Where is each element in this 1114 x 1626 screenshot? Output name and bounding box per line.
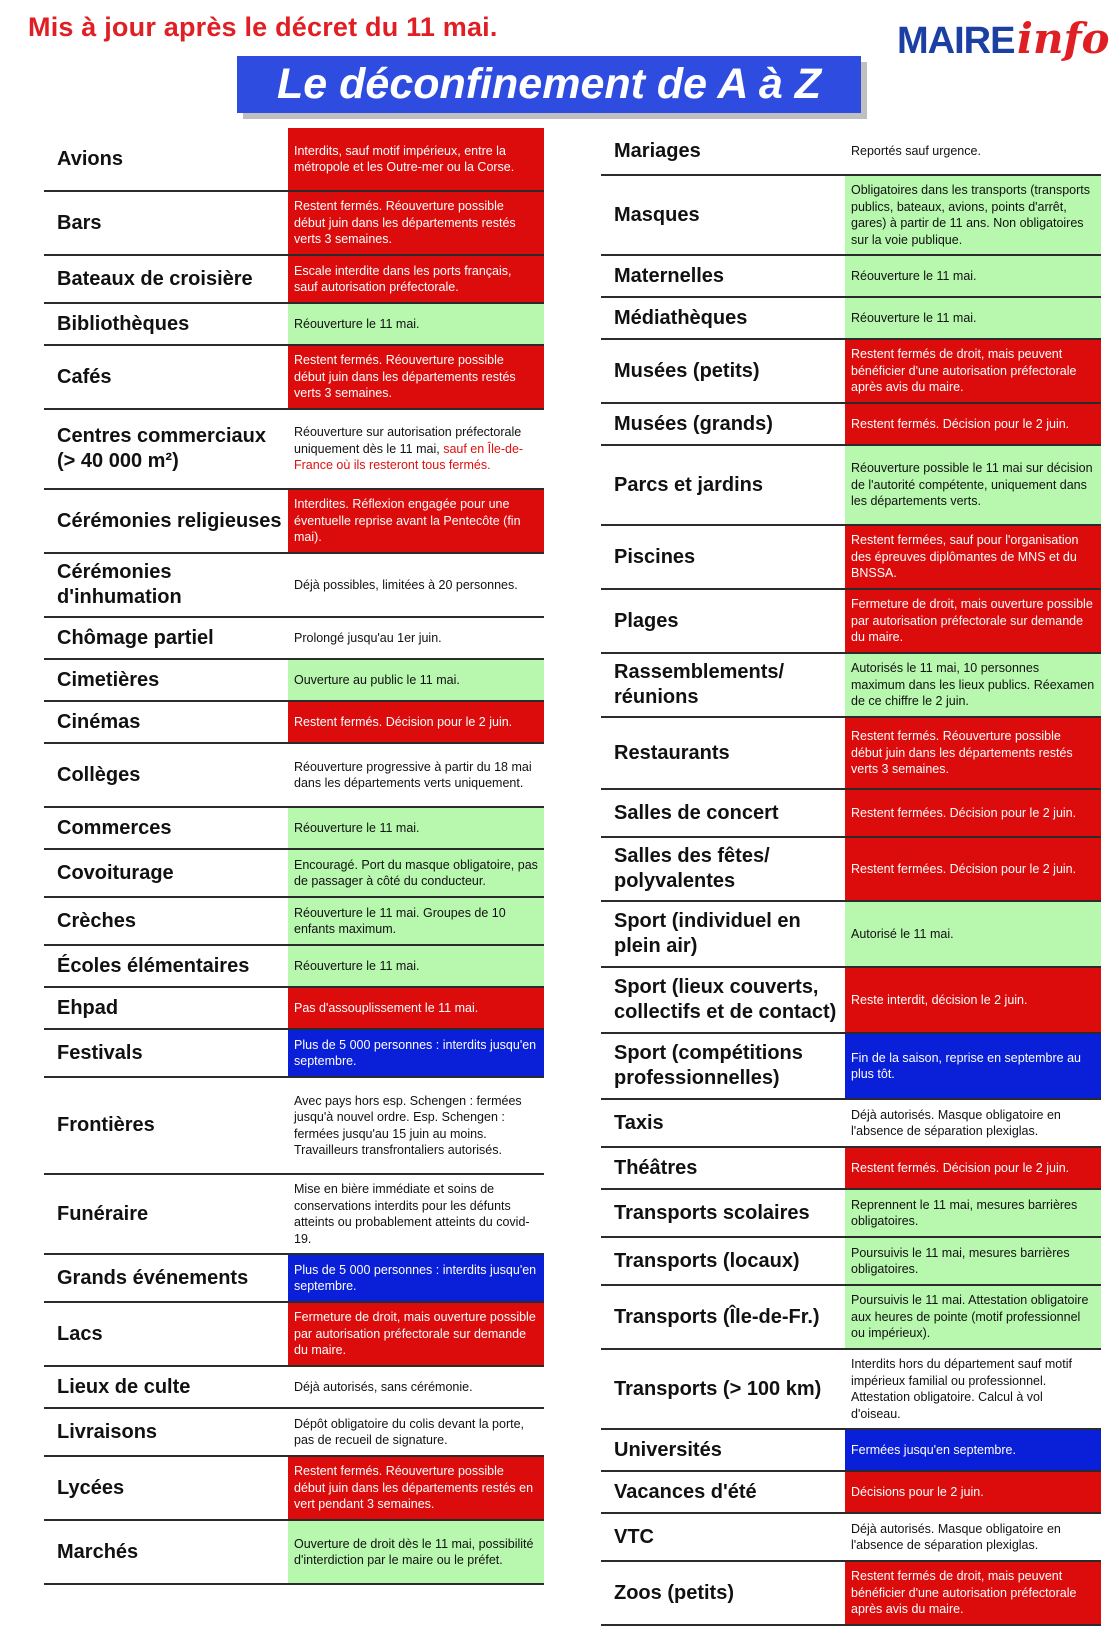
row-label: Zoos (petits) [614, 1581, 734, 1604]
status-cell-blue [288, 1255, 544, 1301]
row-bateaux-de-croisiere [44, 256, 544, 304]
row-transports-scolaires [601, 1190, 1101, 1238]
row-label: Collèges [57, 763, 141, 786]
status-text [294, 316, 420, 333]
status-cell-green [845, 298, 1101, 338]
status-text [851, 861, 1076, 878]
status-cell-green [288, 660, 544, 700]
row-mediatheques [601, 298, 1101, 340]
status-text-main: Plus de 5 000 personnes : interdits jusqu'en septembre. [294, 1037, 537, 1068]
row-label: Maternelles [614, 264, 725, 287]
status-text-main: Avec pays hors esp. Schengen : fermées jusqu'à nouvel ordre. Esp. Schengen : fermées jusqu'au 15 juin au moins. Travailleurs transfrontaliers autorisés. [294, 1093, 522, 1157]
right-column [601, 128, 1101, 1626]
status-cell-red [288, 1303, 544, 1365]
status-text [851, 1442, 1016, 1459]
status-text-main: Poursuivis le 11 mai. Attestation obligatoire aux heures de pointe (motif professionnel ou impérieux). [851, 1293, 1089, 1341]
status-text [851, 1197, 1095, 1230]
status-cell-white [288, 1409, 544, 1455]
status-text-main: Réouverture le 11 mai. [294, 958, 420, 973]
row-label: Théâtres [614, 1156, 698, 1179]
status-cell-green [288, 808, 544, 848]
status-text-highlight: sauf en Île-de-France où ils resteront tous fermés. [294, 441, 524, 473]
status-text-main: Escale interdite dans les ports français, sauf autorisation préfectorale. [294, 263, 512, 294]
status-text [851, 143, 981, 160]
status-text-main: Fermeture de droit, mais ouverture possible par autorisation préfectorale sur demande du maire. [851, 597, 1093, 645]
status-text-main: Déjà autorisés. Masque obligatoire en l'absence de séparation plexiglas. [851, 1521, 1061, 1552]
row-maternelles [601, 256, 1101, 298]
row-label: Marchés [57, 1540, 139, 1563]
status-text-main: Restent fermés. Décision pour le 2 juin. [851, 1160, 1070, 1175]
status-text [294, 1093, 538, 1159]
status-cell-white [288, 410, 544, 488]
status-cell-green [845, 1238, 1101, 1284]
logo-accent-text: info [1017, 14, 1110, 63]
row-label: Médiathèques [614, 306, 748, 329]
row-sport-competitions-professionnelles [601, 1034, 1101, 1100]
row-restaurants [601, 718, 1101, 790]
status-cell-white [288, 744, 544, 806]
status-text-main: Réouverture le 11 mai. [851, 310, 977, 325]
row-transports-100-km [601, 1350, 1101, 1430]
row-label: Cérémonies d'inhumation [57, 561, 182, 608]
row-label: Cinémas [57, 710, 141, 733]
status-text [294, 857, 538, 890]
status-cell-red [288, 702, 544, 742]
status-text [294, 630, 442, 647]
status-text-main: Interdites. Réflexion engagée pour une éventuelle reprise avant la Pentecôte (fin mai). [294, 497, 521, 545]
status-cell-red [288, 346, 544, 408]
row-bibliotheques [44, 304, 544, 346]
status-text [851, 1484, 984, 1501]
row-piscines [601, 526, 1101, 590]
status-cell-white [288, 618, 544, 658]
row-sport-lieux-couverts-collectifs-et-de-contact [601, 968, 1101, 1034]
status-cell-white [288, 554, 544, 616]
row-musees-grands [601, 404, 1101, 446]
status-text [294, 1181, 538, 1247]
status-text [851, 460, 1095, 510]
status-text-main: Déjà autorisés. Masque obligatoire en l'absence de séparation plexiglas. [851, 1107, 1061, 1138]
row-label: Cafés [57, 365, 112, 388]
status-text [294, 263, 538, 296]
row-transports-locaux [601, 1238, 1101, 1286]
row-label: Bateaux de croisière [57, 267, 253, 290]
status-text [294, 1000, 478, 1017]
status-cell-white [845, 1100, 1101, 1146]
row-label: Sport (compétitions professionnelles) [614, 1042, 803, 1089]
status-text-main: Restent fermées. Décision pour le 2 juin. [851, 861, 1077, 876]
status-text [851, 310, 977, 327]
row-livraisons [44, 1409, 544, 1457]
status-text [851, 1245, 1095, 1278]
row-ecoles-elementaires [44, 946, 544, 988]
status-text-main: Restent fermées, sauf pour l'organisation des épreuves diplômantes de MNS et du BNSSA. [851, 533, 1079, 581]
status-text-main: Plus de 5 000 personnes : interdits jusqu'en septembre. [294, 1262, 537, 1293]
row-theatres [601, 1148, 1101, 1190]
status-text [294, 820, 420, 837]
status-text [851, 1107, 1095, 1140]
row-label: Universités [614, 1438, 722, 1461]
status-text-main: Mise en bière immédiate et soins de conservations interdits pour les défunts atteints ou probablement atteints du covid-19. [294, 1182, 530, 1246]
row-label: Bibliothèques [57, 312, 190, 335]
row-label: Sport (lieux couverts, collectifs et de contact) [614, 976, 837, 1023]
status-cell-green [845, 256, 1101, 296]
status-text-main: Interdits hors du département sauf motif impérieux familial ou professionnel. Attestation obligatoire. Calcul à vol d'oiseau. [851, 1357, 1072, 1421]
row-label: Masques [614, 203, 700, 226]
row-lycees [44, 1457, 544, 1521]
status-cell-green [845, 176, 1101, 254]
status-text [851, 1356, 1095, 1422]
row-funeraire [44, 1175, 544, 1255]
row-label: Transports (Île-de-Fr.) [614, 1305, 820, 1328]
row-label: Taxis [614, 1111, 664, 1134]
row-label: Écoles élémentaires [57, 954, 250, 977]
row-label: Covoiturage [57, 861, 174, 884]
status-text [294, 759, 538, 792]
status-text [294, 198, 538, 248]
status-cell-red [288, 256, 544, 302]
status-text-main: Fin de la saison, reprise en septembre au plus tôt. [851, 1050, 1081, 1081]
status-cell-white [288, 1367, 544, 1407]
status-text-main: Interdits, sauf motif impérieux, entre la métropole et les Outre-mer ou la Corse. [294, 143, 515, 174]
row-label: Grands événements [57, 1266, 249, 1289]
row-label: Transports (locaux) [614, 1249, 800, 1272]
row-rassemblements-reunions [601, 654, 1101, 718]
status-text-main: Réouverture sur autorisation préfectorale uniquement dès le 11 mai, [294, 425, 522, 456]
row-label: Salles de concert [614, 801, 779, 824]
status-cell-red [288, 490, 544, 552]
row-label: Salles des fêtes/ polyvalentes [614, 845, 770, 892]
row-lacs [44, 1303, 544, 1367]
row-bars [44, 192, 544, 256]
status-text-main: Réouverture possible le 11 mai sur décision de l'autorité compétente, uniquement dans les départements verts. [851, 461, 1093, 509]
status-text-main: Restent fermés. Réouverture possible début juin dans les départements restés verts 3 semaines. [851, 729, 1073, 777]
row-cafes [44, 346, 544, 410]
status-cell-red [845, 1472, 1101, 1512]
status-text-main: Déjà autorisés, sans cérémonie. [294, 1379, 473, 1394]
row-label: Funéraire [57, 1202, 149, 1225]
status-cell-red [845, 968, 1101, 1032]
status-cell-red [845, 790, 1101, 836]
status-text [851, 416, 1069, 433]
status-text [294, 905, 538, 938]
row-label: Centres commerciaux (> 40 000 m²) [57, 425, 266, 472]
row-vacances-d-ete [601, 1472, 1101, 1514]
row-label: Rassemblements/ réunions [614, 661, 785, 708]
status-text [294, 352, 538, 402]
status-cell-red [845, 1148, 1101, 1188]
status-text-main: Reprennent le 11 mai, mesures barrières obligatoires. [851, 1197, 1078, 1228]
status-cell-blue [845, 1034, 1101, 1098]
row-label: Plages [614, 609, 679, 632]
status-text [851, 660, 1095, 710]
row-chomage-partiel [44, 618, 544, 660]
row-ceremonies-d-inhumation [44, 554, 544, 618]
row-parcs-et-jardins [601, 446, 1101, 526]
status-text-main: Restent fermés. Décision pour le 2 juin. [294, 714, 513, 729]
row-label: Transports scolaires [614, 1201, 810, 1224]
status-text [294, 714, 512, 731]
status-text [294, 958, 420, 975]
status-text-main: Reportés sauf urgence. [851, 143, 981, 158]
status-text [851, 728, 1095, 778]
row-colleges [44, 744, 544, 808]
status-cell-white [288, 1175, 544, 1253]
row-sport-individuel-en-plein-air [601, 902, 1101, 968]
status-text [294, 672, 460, 689]
row-label: VTC [614, 1525, 654, 1548]
status-text [851, 532, 1095, 582]
row-label: Transports (> 100 km) [614, 1377, 822, 1400]
row-marches [44, 1521, 544, 1585]
status-cell-green [288, 850, 544, 896]
left-column [44, 128, 544, 1585]
row-commerces [44, 808, 544, 850]
status-cell-white [288, 1078, 544, 1173]
row-label: Chômage partiel [57, 626, 214, 649]
status-text-main: Fermeture de droit, mais ouverture possible par autorisation préfectorale sur demande du maire. [294, 1310, 536, 1358]
status-text-main: Obligatoires dans les transports (transports publics, bateaux, avions, points d'arrêt, gares) à partir de 11 ans. Non obligatoires sur la voie publique. [851, 183, 1090, 247]
row-taxis [601, 1100, 1101, 1148]
status-cell-blue [845, 1430, 1101, 1470]
status-text [294, 1536, 538, 1569]
row-ceremonies-religieuses [44, 490, 544, 554]
status-cell-green [288, 1521, 544, 1583]
status-cell-white [845, 1514, 1101, 1560]
row-label: Lycées [57, 1476, 125, 1499]
status-text [851, 182, 1095, 248]
row-label: Restaurants [614, 741, 730, 764]
status-text [851, 926, 954, 943]
status-text-main: Réouverture le 11 mai. Groupes de 10 enfants maximum. [294, 905, 506, 936]
row-universites [601, 1430, 1101, 1472]
status-text-main: Fermées jusqu'en septembre. [851, 1442, 1016, 1457]
row-label: Livraisons [57, 1420, 158, 1443]
status-cell-green [288, 946, 544, 986]
status-text [294, 1037, 538, 1070]
row-creches [44, 898, 544, 946]
row-label: Vacances d'été [614, 1480, 757, 1503]
title-banner [237, 56, 861, 113]
status-text [851, 346, 1095, 396]
status-text-main: Décisions pour le 2 juin. [851, 1484, 984, 1499]
status-text-main: Poursuivis le 11 mai, mesures barrières obligatoires. [851, 1245, 1070, 1276]
row-label: Piscines [614, 545, 696, 568]
row-cimetieres [44, 660, 544, 702]
row-mariages [601, 128, 1101, 176]
row-salles-des-fetes-polyvalentes [601, 838, 1101, 902]
status-text [294, 1262, 538, 1295]
status-text-main: Ouverture de droit dès le 11 mai, possibilité d'interdiction par le maire ou le préfet. [294, 1536, 534, 1567]
status-text-main: Réouverture le 11 mai. [294, 316, 420, 331]
status-cell-red [845, 404, 1101, 444]
row-label: Mariages [614, 139, 701, 162]
row-centres-commerciaux-40-000-m [44, 410, 544, 490]
status-text-main: Restent fermés de droit, mais peuvent bénéficier d'une autorisation préfectorale après avis du maire. [851, 347, 1077, 395]
status-text [294, 1309, 538, 1359]
row-masques [601, 176, 1101, 256]
status-cell-red [845, 718, 1101, 788]
row-label: Festivals [57, 1041, 143, 1064]
row-label: Lieux de culte [57, 1375, 191, 1398]
row-musees-petits [601, 340, 1101, 404]
row-cinemas [44, 702, 544, 744]
status-text-main: Pas d'assouplissement le 11 mai. [294, 1000, 479, 1015]
status-cell-white [845, 128, 1101, 174]
page-title: Le déconfinement de A à Z [277, 60, 821, 108]
status-cell-blue [288, 1030, 544, 1076]
status-text [294, 1416, 538, 1449]
status-cell-green [288, 898, 544, 944]
status-text [851, 1521, 1095, 1554]
row-label: Parcs et jardins [614, 473, 763, 496]
row-label: Musées (petits) [614, 359, 760, 382]
row-plages [601, 590, 1101, 654]
status-text-main: Restent fermés de droit, mais peuvent bénéficier d'une autorisation préfectorale après avis du maire. [851, 1569, 1077, 1617]
status-cell-green [845, 654, 1101, 716]
status-text [851, 596, 1095, 646]
row-covoiturage [44, 850, 544, 898]
status-cell-white [845, 1350, 1101, 1428]
logo-main-text: MAIRE [897, 20, 1015, 62]
status-text [294, 1463, 538, 1513]
status-cell-green [845, 902, 1101, 966]
status-text-main: Réouverture le 11 mai. [294, 820, 420, 835]
status-text [851, 805, 1076, 822]
status-cell-red [288, 128, 544, 190]
row-label: Frontières [57, 1114, 155, 1136]
status-text-main: Encouragé. Port du masque obligatoire, pas de passager à côté du conducteur. [294, 857, 538, 888]
status-text [294, 1379, 473, 1396]
row-label: Commerces [57, 816, 172, 839]
row-festivals [44, 1030, 544, 1078]
status-text [851, 992, 1027, 1009]
row-label: Bars [57, 211, 102, 234]
status-cell-red [845, 1562, 1101, 1624]
status-text [294, 496, 538, 546]
maireinfo-logo [897, 14, 1110, 74]
status-cell-green [288, 304, 544, 344]
row-salles-de-concert [601, 790, 1101, 838]
row-frontieres [44, 1078, 544, 1175]
status-text-main: Réouverture le 11 mai. [851, 268, 977, 283]
status-cell-red [845, 340, 1101, 402]
status-cell-red [845, 590, 1101, 652]
status-cell-green [845, 446, 1101, 524]
status-text [851, 1568, 1095, 1618]
status-text [851, 1050, 1095, 1083]
status-text [851, 1160, 1069, 1177]
status-text-main: Ouverture au public le 11 mai. [294, 672, 460, 687]
status-cell-red [288, 1457, 544, 1519]
row-label: Lacs [57, 1322, 103, 1345]
status-text-main: Reste interdit, décision le 2 juin. [851, 992, 1028, 1007]
row-label: Cérémonies religieuses [57, 509, 282, 532]
status-cell-red [845, 838, 1101, 900]
status-cell-red [288, 192, 544, 254]
status-cell-red [845, 526, 1101, 588]
status-text-main: Dépôt obligatoire du colis devant la porte, pas de recueil de signature. [294, 1416, 525, 1447]
row-vtc [601, 1514, 1101, 1562]
update-notice: Mis à jour après le décret du 11 mai. [28, 12, 498, 42]
row-label: Ehpad [57, 996, 119, 1019]
status-text [294, 143, 538, 176]
status-text [294, 577, 518, 594]
status-text-main: Restent fermées. Décision pour le 2 juin. [851, 805, 1077, 820]
status-text [851, 1292, 1095, 1342]
status-text [294, 424, 538, 474]
status-text-main: Déjà possibles, limitées à 20 personnes. [294, 577, 518, 592]
status-text-main: Réouverture progressive à partir du 18 mai dans les départements verts uniquement. [294, 759, 532, 790]
status-cell-red [288, 988, 544, 1028]
status-text-main: Restent fermés. Décision pour le 2 juin. [851, 416, 1070, 431]
row-lieux-de-culte [44, 1367, 544, 1409]
status-text-main: Restent fermés. Réouverture possible début juin dans les départements restés verts 3 semaines. [294, 199, 516, 247]
row-zoos-petits [601, 1562, 1101, 1626]
status-text-main: Restent fermés. Réouverture possible début juin dans les départements restés verts 3 semaines. [294, 353, 516, 401]
status-cell-green [845, 1190, 1101, 1236]
status-cell-green [845, 1286, 1101, 1348]
row-label: Avions [57, 147, 123, 170]
status-text-main: Restent fermés. Réouverture possible début juin dans les départements restés en vert pendant 3 semaines. [294, 1464, 534, 1512]
row-transports-ile-de-fr [601, 1286, 1101, 1350]
status-text-main: Autorisé le 11 mai. [851, 926, 954, 941]
row-ehpad [44, 988, 544, 1030]
status-text-main: Prolongé jusqu'au 1er juin. [294, 630, 442, 645]
row-label: Crèches [57, 909, 136, 932]
status-text-main: Autorisés le 11 mai, 10 personnes maximum dans les lieux publics. Réexamen de ce chiffre le 2 juin. [851, 661, 1095, 709]
row-grands-evenements [44, 1255, 544, 1303]
row-label: Musées (grands) [614, 412, 773, 435]
row-label: Cimetières [57, 668, 160, 691]
status-text [851, 268, 977, 285]
row-label: Sport (individuel en plein air) [614, 910, 801, 957]
row-avions [44, 128, 544, 192]
